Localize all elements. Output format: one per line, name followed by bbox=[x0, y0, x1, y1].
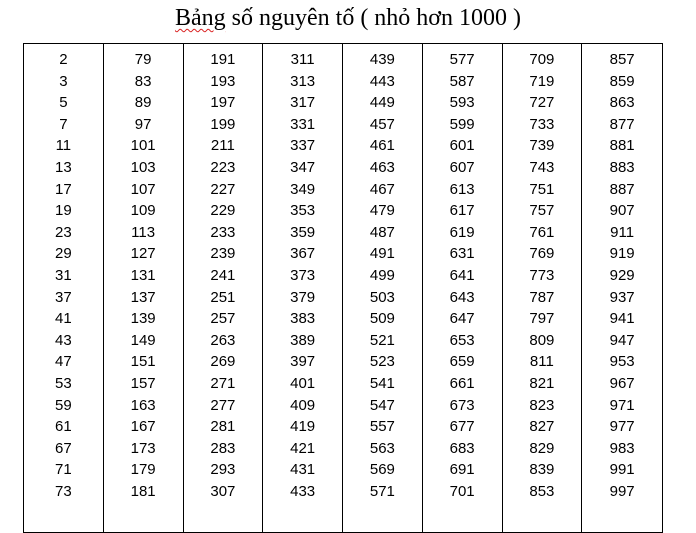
table-cell: 839 bbox=[529, 461, 555, 479]
table-cell: 751 bbox=[529, 180, 555, 198]
table-column bbox=[423, 44, 503, 532]
table-cell: 571 bbox=[369, 482, 395, 500]
table-cell: 37 bbox=[55, 288, 72, 306]
table-cell: 179 bbox=[130, 461, 156, 479]
table-cell: 829 bbox=[529, 439, 555, 457]
table-cell: 701 bbox=[449, 482, 475, 500]
table-cell: 41 bbox=[55, 310, 72, 328]
table-cell: 89 bbox=[134, 94, 152, 112]
table-cell: 199 bbox=[210, 115, 236, 133]
table-cell: 853 bbox=[529, 482, 555, 500]
table-cell: 719 bbox=[529, 72, 555, 90]
table-cell: 107 bbox=[130, 180, 156, 198]
table-cell: 7 bbox=[59, 115, 68, 133]
table-cell: 31 bbox=[55, 266, 72, 284]
table-cell: 109 bbox=[130, 202, 156, 220]
table-cell: 449 bbox=[369, 94, 395, 112]
table-cell: 827 bbox=[529, 418, 555, 436]
table-cell: 821 bbox=[529, 374, 555, 392]
table-cell: 593 bbox=[449, 94, 475, 112]
table-cell: 769 bbox=[529, 245, 555, 263]
table-cell: 599 bbox=[449, 115, 475, 133]
table-cell: 887 bbox=[609, 180, 635, 198]
table-cell: 401 bbox=[290, 374, 316, 392]
table-cell: 103 bbox=[130, 158, 156, 176]
table-cell: 983 bbox=[609, 439, 635, 457]
table-cell: 331 bbox=[290, 115, 316, 133]
table-cell: 503 bbox=[369, 288, 395, 306]
table-column bbox=[24, 44, 104, 532]
table-cell: 727 bbox=[529, 94, 555, 112]
table-cell: 773 bbox=[529, 266, 555, 284]
table-cell: 709 bbox=[529, 51, 555, 68]
table-cell: 397 bbox=[290, 353, 316, 371]
primes-table bbox=[23, 43, 663, 533]
table-cell: 883 bbox=[609, 158, 635, 176]
table-cell: 139 bbox=[130, 310, 156, 328]
table-cell: 673 bbox=[449, 396, 475, 414]
table-cell: 997 bbox=[609, 482, 635, 500]
table-cell: 653 bbox=[449, 331, 475, 349]
table-cell: 479 bbox=[369, 202, 395, 220]
table-cell: 127 bbox=[130, 245, 156, 263]
table-cell: 607 bbox=[449, 158, 475, 176]
table-cell: 373 bbox=[290, 266, 316, 284]
table-cell: 911 bbox=[610, 223, 635, 241]
table-cell: 271 bbox=[210, 374, 236, 392]
table-cell: 823 bbox=[529, 396, 555, 414]
table-cell: 443 bbox=[369, 72, 395, 90]
table-cell: 941 bbox=[609, 310, 635, 328]
table-cell: 929 bbox=[609, 266, 635, 284]
table-cell: 71 bbox=[55, 461, 72, 479]
table-cell: 739 bbox=[529, 137, 555, 155]
table-column bbox=[263, 44, 343, 532]
table-cell: 73 bbox=[55, 482, 72, 500]
table-cell: 661 bbox=[449, 374, 475, 392]
table-cell: 59 bbox=[55, 396, 72, 414]
table-column bbox=[582, 44, 662, 532]
table-column bbox=[184, 44, 264, 532]
table-cell: 233 bbox=[210, 223, 236, 241]
table-cell: 307 bbox=[210, 482, 236, 500]
table-cell: 359 bbox=[290, 223, 316, 241]
table-cell: 173 bbox=[130, 439, 156, 457]
table-cell: 953 bbox=[609, 353, 635, 371]
table-cell: 761 bbox=[529, 223, 555, 241]
table-cell: 313 bbox=[290, 72, 316, 90]
table-cell: 269 bbox=[210, 353, 236, 371]
table-cell: 431 bbox=[290, 461, 316, 479]
table-cell: 743 bbox=[529, 158, 555, 176]
table-cell: 967 bbox=[609, 374, 635, 392]
table-cell: 691 bbox=[449, 461, 475, 479]
table-cell: 919 bbox=[609, 245, 635, 263]
table-cell: 23 bbox=[55, 223, 72, 241]
table-cell: 83 bbox=[134, 72, 152, 90]
table-cell: 613 bbox=[449, 180, 475, 198]
table-cell: 491 bbox=[369, 245, 395, 263]
table-cell: 149 bbox=[130, 331, 156, 349]
table-cell: 641 bbox=[449, 266, 475, 284]
table-cell: 263 bbox=[210, 331, 236, 349]
table-cell: 383 bbox=[290, 310, 316, 328]
table-cell: 757 bbox=[529, 202, 555, 220]
table-cell: 17 bbox=[55, 180, 72, 198]
table-cell: 881 bbox=[609, 137, 635, 155]
table-column bbox=[343, 44, 423, 532]
table-cell: 541 bbox=[369, 374, 395, 392]
table-cell: 617 bbox=[449, 202, 475, 220]
table-cell: 857 bbox=[609, 51, 635, 68]
table-cell: 257 bbox=[210, 310, 236, 328]
table-cell: 439 bbox=[369, 51, 395, 68]
table-cell: 241 bbox=[210, 266, 236, 284]
table-cell: 797 bbox=[529, 310, 555, 328]
table-cell: 113 bbox=[131, 223, 156, 241]
table-cell: 643 bbox=[449, 288, 475, 306]
table-cell: 809 bbox=[529, 331, 555, 349]
table-cell: 547 bbox=[369, 396, 395, 414]
page-title bbox=[0, 4, 696, 32]
table-cell: 281 bbox=[210, 418, 236, 436]
table-cell: 211 bbox=[210, 137, 235, 155]
table-cell: 61 bbox=[55, 418, 72, 436]
table-cell: 587 bbox=[449, 72, 475, 90]
table-cell: 157 bbox=[130, 374, 156, 392]
table-cell: 569 bbox=[369, 461, 395, 479]
table-cell: 79 bbox=[134, 51, 152, 68]
table-cell: 467 bbox=[369, 180, 395, 198]
table-cell: 389 bbox=[290, 331, 316, 349]
table-cell: 11 bbox=[55, 137, 72, 155]
table-cell: 379 bbox=[290, 288, 316, 306]
table-cell: 659 bbox=[449, 353, 475, 371]
table-cell: 601 bbox=[449, 137, 475, 155]
table-cell: 971 bbox=[609, 396, 635, 414]
table-cell: 563 bbox=[369, 439, 395, 457]
table-cell: 509 bbox=[369, 310, 395, 328]
table-cell: 131 bbox=[130, 266, 156, 284]
table-cell: 97 bbox=[134, 115, 152, 133]
table-cell: 67 bbox=[55, 439, 72, 457]
table-cell: 877 bbox=[609, 115, 635, 133]
table-column bbox=[104, 44, 184, 532]
table-cell: 859 bbox=[609, 72, 635, 90]
table-cell: 151 bbox=[130, 353, 156, 371]
title-rest: số nguyên tố ( nhỏ hơn 1000 ) bbox=[225, 5, 521, 31]
table-cell: 53 bbox=[55, 374, 72, 392]
table-cell: 947 bbox=[609, 331, 635, 349]
table-cell: 47 bbox=[55, 353, 72, 371]
table-cell: 191 bbox=[210, 51, 236, 68]
table-cell: 419 bbox=[290, 418, 316, 436]
table-cell: 137 bbox=[130, 288, 156, 306]
table-cell: 293 bbox=[210, 461, 236, 479]
table-cell: 5 bbox=[59, 94, 68, 112]
table-cell: 907 bbox=[609, 202, 635, 220]
table-cell: 577 bbox=[449, 51, 475, 68]
table-cell: 197 bbox=[210, 94, 236, 112]
table-cell: 457 bbox=[369, 115, 395, 133]
table-cell: 347 bbox=[290, 158, 316, 176]
table-cell: 619 bbox=[449, 223, 475, 241]
table-cell: 683 bbox=[449, 439, 475, 457]
table-cell: 647 bbox=[449, 310, 475, 328]
table-cell: 167 bbox=[130, 418, 156, 436]
table-cell: 13 bbox=[55, 158, 72, 176]
table-cell: 2 bbox=[59, 51, 68, 68]
table-cell: 523 bbox=[369, 353, 395, 371]
table-cell: 181 bbox=[130, 482, 156, 500]
table-cell: 223 bbox=[210, 158, 236, 176]
table-cell: 557 bbox=[369, 418, 395, 436]
table-cell: 811 bbox=[529, 353, 554, 371]
table-cell: 487 bbox=[369, 223, 395, 241]
table-cell: 787 bbox=[529, 288, 555, 306]
table-cell: 229 bbox=[210, 202, 236, 220]
table-cell: 353 bbox=[290, 202, 316, 220]
table-cell: 409 bbox=[290, 396, 316, 414]
table-cell: 991 bbox=[609, 461, 635, 479]
table-cell: 277 bbox=[210, 396, 236, 414]
table-cell: 433 bbox=[290, 482, 316, 500]
table-cell: 733 bbox=[529, 115, 555, 133]
table-cell: 43 bbox=[55, 331, 72, 349]
table-cell: 3 bbox=[59, 72, 68, 90]
table-cell: 977 bbox=[609, 418, 635, 436]
table-cell: 463 bbox=[369, 158, 395, 176]
table-cell: 317 bbox=[290, 94, 316, 112]
table-cell: 367 bbox=[290, 245, 316, 263]
table-cell: 311 bbox=[290, 51, 315, 68]
table-cell: 631 bbox=[449, 245, 475, 263]
table-cell: 421 bbox=[290, 439, 316, 457]
table-cell: 239 bbox=[210, 245, 236, 263]
table-cell: 163 bbox=[130, 396, 156, 414]
table-cell: 251 bbox=[210, 288, 236, 306]
table-cell: 937 bbox=[609, 288, 635, 306]
table-cell: 283 bbox=[210, 439, 236, 457]
table-cell: 101 bbox=[130, 137, 156, 155]
table-column bbox=[503, 44, 583, 532]
table-cell: 461 bbox=[369, 137, 395, 155]
table-cell: 337 bbox=[290, 137, 316, 155]
table-cell: 521 bbox=[369, 331, 395, 349]
title-word-spellcheck-underlined: Bảng bbox=[174, 5, 226, 31]
table-cell: 349 bbox=[290, 180, 316, 198]
table-cell: 227 bbox=[210, 180, 236, 198]
table-cell: 863 bbox=[609, 94, 635, 112]
table-cell: 19 bbox=[55, 202, 72, 220]
table-cell: 499 bbox=[369, 266, 395, 284]
table-cell: 193 bbox=[210, 72, 236, 90]
table-cell: 29 bbox=[55, 245, 72, 263]
table-cell: 677 bbox=[449, 418, 475, 436]
